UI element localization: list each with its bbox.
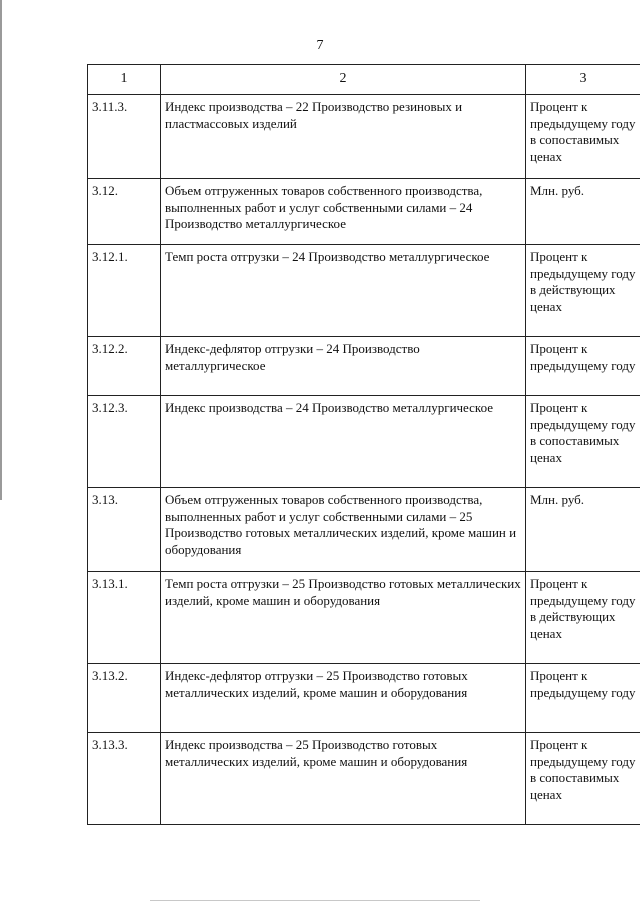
table-row (88, 179, 640, 245)
table-row (88, 733, 640, 825)
row-number: 3.12. (88, 179, 161, 245)
table-row (88, 488, 640, 572)
row-unit: Процент к предыдущему году в действующих ценах (526, 572, 640, 664)
header-col-3: 3 (526, 65, 640, 95)
row-number: 3.12.3. (88, 396, 161, 488)
row-number: 3.13.1. (88, 572, 161, 664)
row-indicator: Темп роста отгрузки – 25 Производство готовых металлических изделий, кроме машин и оборудования (161, 572, 526, 664)
row-unit: Процент к предыдущему году в действующих ценах (526, 245, 640, 337)
row-number: 3.13. (88, 488, 161, 572)
scan-bottom-mark (150, 900, 480, 901)
table-row (88, 95, 640, 179)
row-indicator: Индекс производства – 22 Производство резиновых и пластмассовых изделий (161, 95, 526, 179)
row-indicator: Индекс производства – 24 Производство металлургическое (161, 396, 526, 488)
table-row (88, 245, 640, 337)
page-number: 7 (316, 38, 324, 53)
scan-edge-shadow (0, 0, 2, 500)
table-row (88, 572, 640, 664)
row-indicator: Индекс-дефлятор отгрузки – 25 Производство готовых металлических изделий, кроме машин и оборудования (161, 664, 526, 733)
header-col-1: 1 (88, 65, 161, 95)
row-indicator: Объем отгруженных товаров собственного производства, выполненных работ и услуг собственными силами – 25 Производство готовых металлических изделий, кроме машин и оборудования (161, 488, 526, 572)
header-col-2: 2 (161, 65, 526, 95)
row-unit: Процент к предыдущему году (526, 337, 640, 396)
row-indicator: Темп роста отгрузки – 24 Производство металлургическое (161, 245, 526, 337)
row-unit: Процент к предыдущему году (526, 664, 640, 733)
row-number: 3.13.2. (88, 664, 161, 733)
row-unit: Млн. руб. (526, 488, 640, 572)
row-unit: Млн. руб. (526, 179, 640, 245)
row-number: 3.13.3. (88, 733, 161, 825)
row-unit: Процент к предыдущему году в сопоставимых ценах (526, 95, 640, 179)
row-indicator: Объем отгруженных товаров собственного производства, выполненных работ и услуг собственными силами – 24 Производство металлургическое (161, 179, 526, 245)
table-row (88, 396, 640, 488)
table-header-row (88, 65, 640, 95)
row-unit: Процент к предыдущему году в сопоставимых ценах (526, 396, 640, 488)
row-unit: Процент к предыдущему году в сопоставимых ценах (526, 733, 640, 825)
row-indicator: Индекс-дефлятор отгрузки – 24 Производство металлургическое (161, 337, 526, 396)
row-number: 3.11.3. (88, 95, 161, 179)
indicators-table (87, 64, 640, 825)
row-number: 3.12.1. (88, 245, 161, 337)
row-indicator: Индекс производства – 25 Производство готовых металлических изделий, кроме машин и оборудования (161, 733, 526, 825)
table-row (88, 337, 640, 396)
row-number: 3.12.2. (88, 337, 161, 396)
table-row (88, 664, 640, 733)
